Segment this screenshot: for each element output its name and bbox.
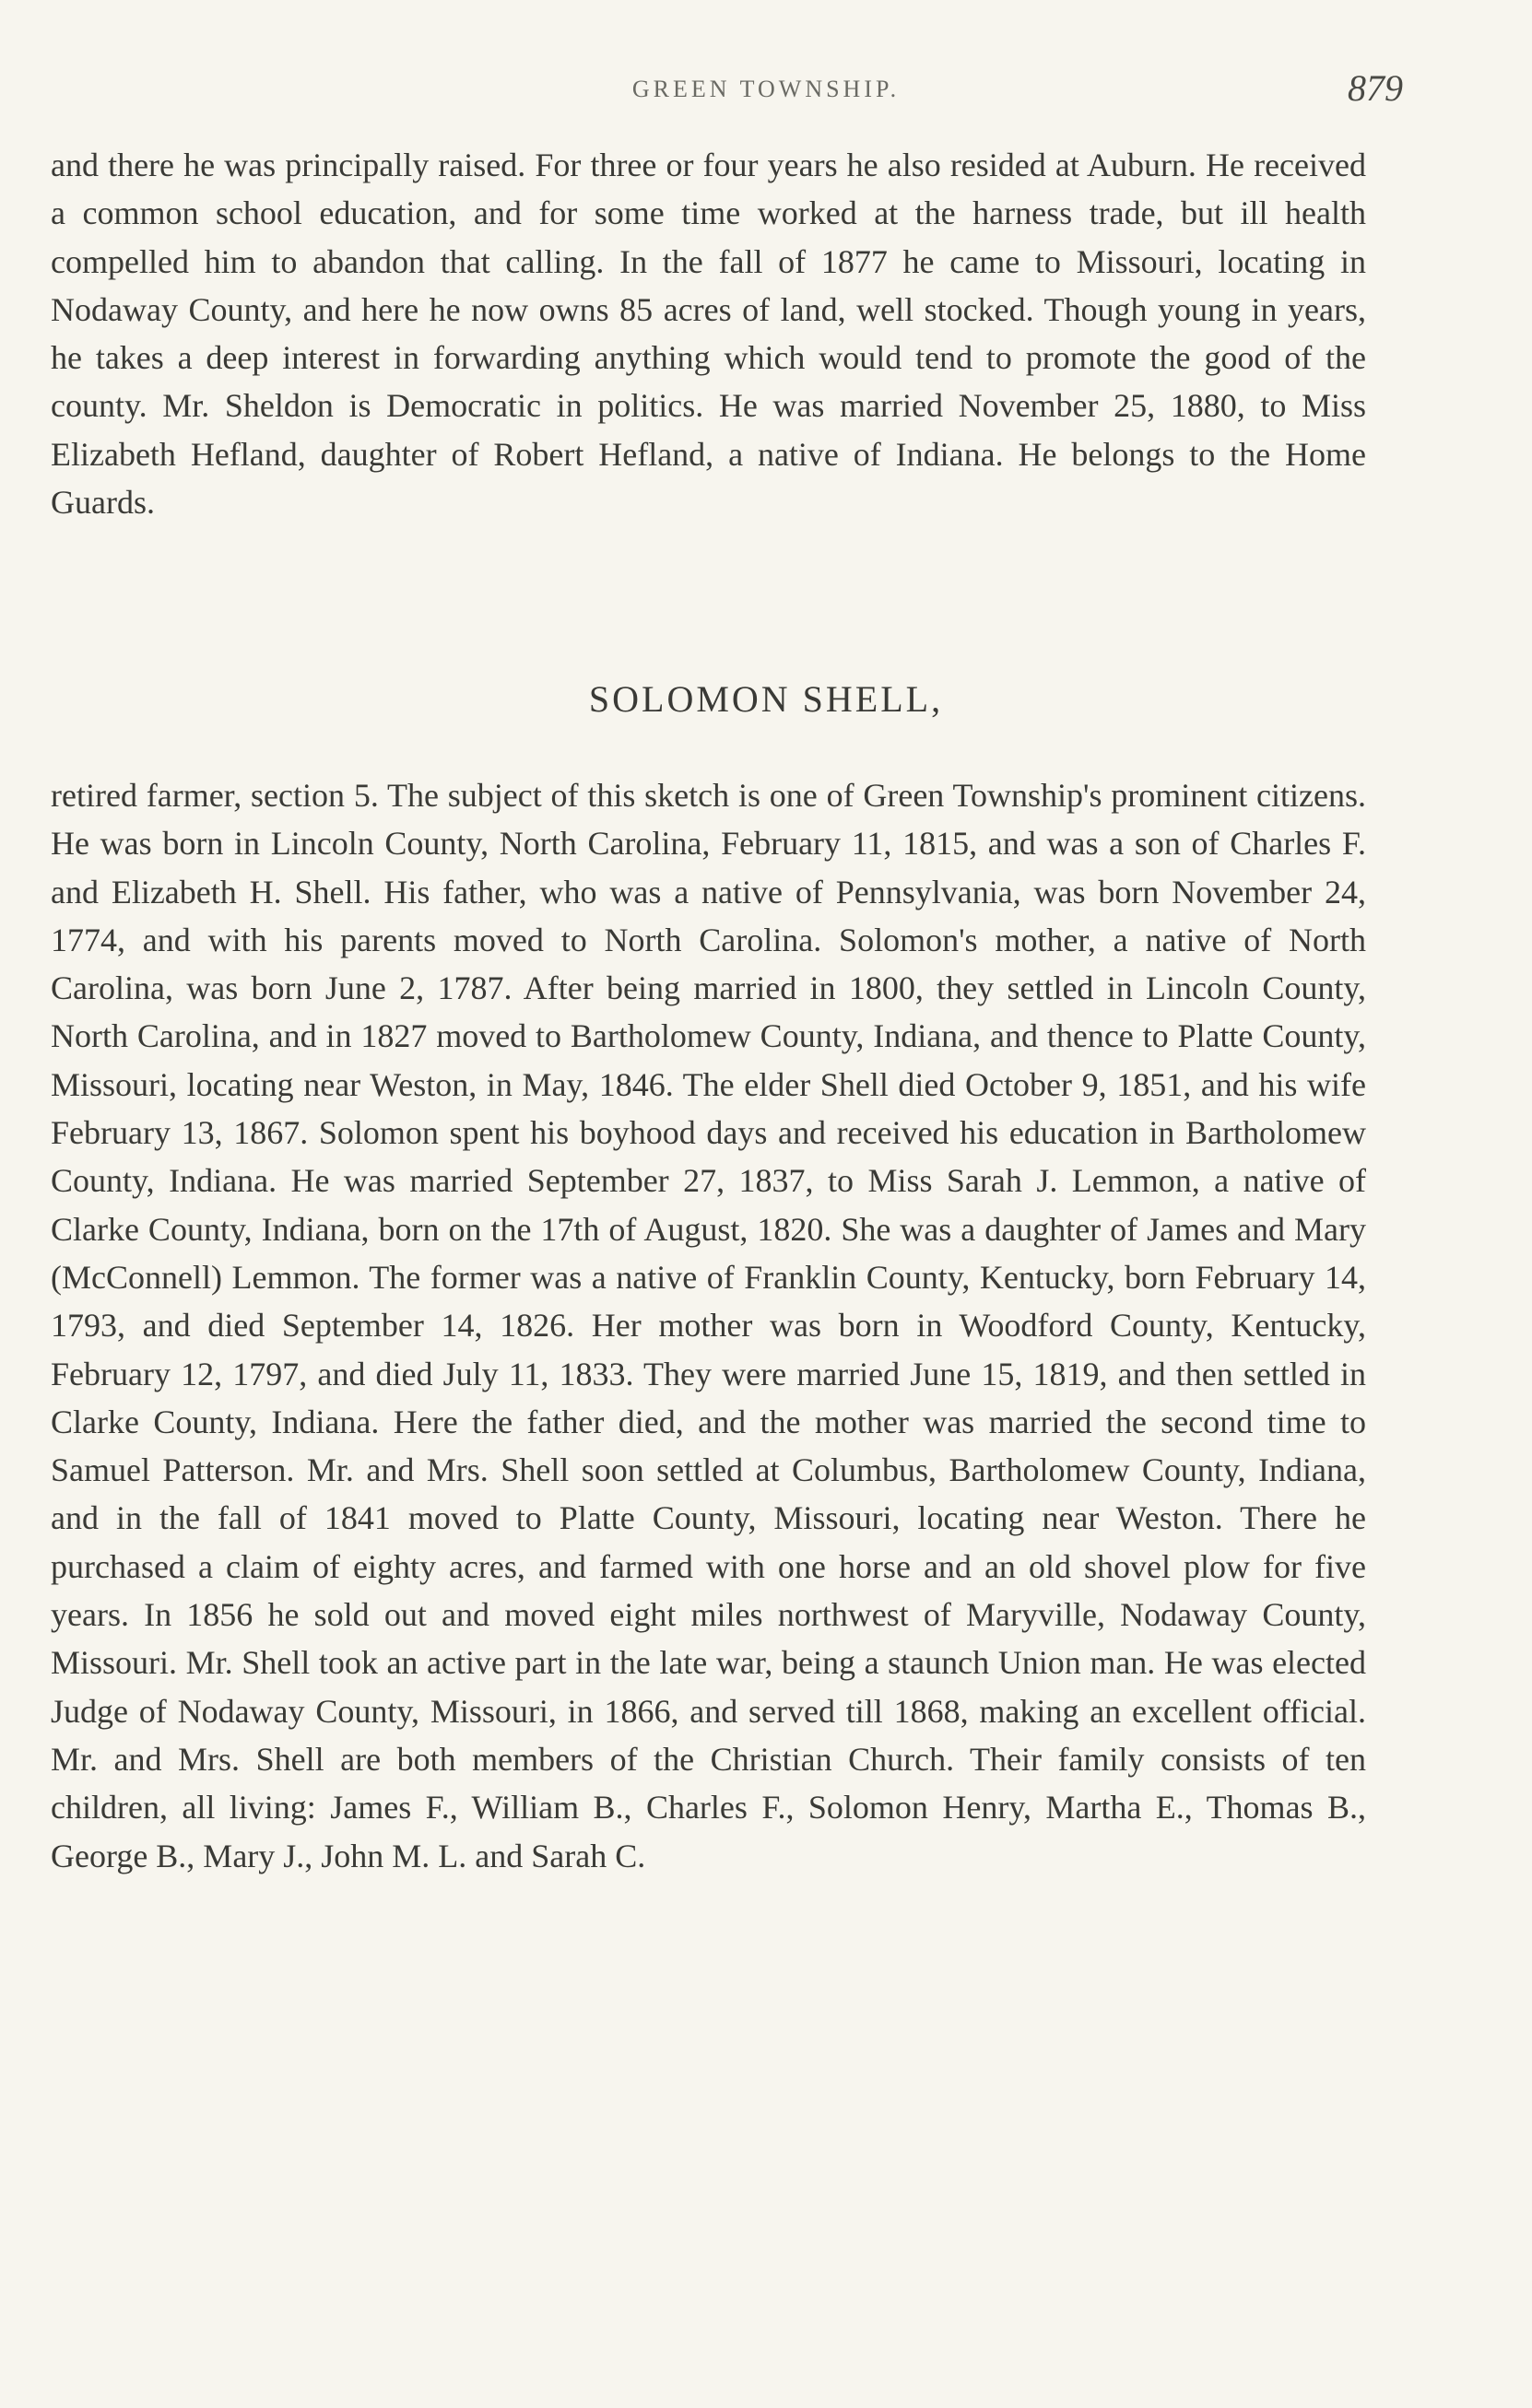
page-number: 879: [1348, 67, 1403, 109]
running-title: GREEN TOWNSHIP.: [631, 76, 901, 102]
sketch-body-paragraph: retired farmer, section 5. The subject of this sketch is one of Green Township's prominent citizens. He was born in Lincoln County, North Carolina, February 11, 1815, and was a son of Charles F. and Elizabeth H. Shell. His father, who was a native of Pennsylvania, was born November 24, 1774, and with his parents moved to North Carolina. Solomon's mother, a native of North Carolina, was born June 2, 1787. After being married in 1800, they settled in Lincoln County, North Carolina, and in 1827 moved to Bartholomew County, Indiana, and thence to Platte County, Missouri, locating near Weston, in May, 1846. The elder Shell died October 9, 1851, and his wife February 13, 1867. Solomon spent his boyhood days and received his education in Bartholomew County, Indiana. He was married September 27, 1837, to Miss Sarah J. Lemmon, a native of Clarke County, Indiana, born on the 17th of August, 1820. She was a daughter of James and Mary (McConnell) Lemmon. The former was a native of Franklin County, Kentucky, born February 14, 1793, and died September 14, 1826. Her mother was born in Woodford County, Kentucky, February 12, 1797, and died July 11, 1833. They were married June 15, 1819, and then settled in Clarke County, Indiana. Here the father died, and the mother was married the second time to Samuel Patterson. Mr. and Mrs. Shell soon settled at Columbus, Bartholomew County, Indiana, and in the fall of 1841 moved to Platte County, Missouri, locating near Weston. There he purchased a claim of eighty acres, and farmed with one horse and an old shovel plow for five years. In 1856 he sold out and moved eight miles northwest of Maryville, Nodaway County, Missouri. Mr. Shell took an active part in the late war, being a staunch Union man. He was elected Judge of Nodaway County, Missouri, in 1866, and served till 1868, making an excellent official. Mr. and Mrs. Shell are both members of the Christian Church. Their family consists of ten children, all living: James F., William B., Charles F., Solomon Henry, Martha E., Thomas B., George B., Mary J., John M. L. and Sarah C.: [51, 777, 1366, 1874]
continuation-paragraph: and there he was principally raised. For three or four years he also resided at Auburn. He received a common school education, and for some time worked at the harness trade, but ill health compelled him to abandon that calling. In the fall of 1877 he came to Missouri, locating in Nodaway County, and here he now owns 85 acres of land, well stocked. Though young in years, he takes a deep interest in forwarding anything which would tend to promote the good of the county. Mr. Sheldon is Democratic in politics. He was married November 25, 1880, to Miss Elizabeth Hefland, daughter of Robert Hefland, a native of Indiana. He belongs to the Home Guards.: [51, 147, 1366, 522]
sketch-heading: SOLOMON SHELL,: [588, 678, 944, 720]
running-head: [0, 66, 1532, 122]
